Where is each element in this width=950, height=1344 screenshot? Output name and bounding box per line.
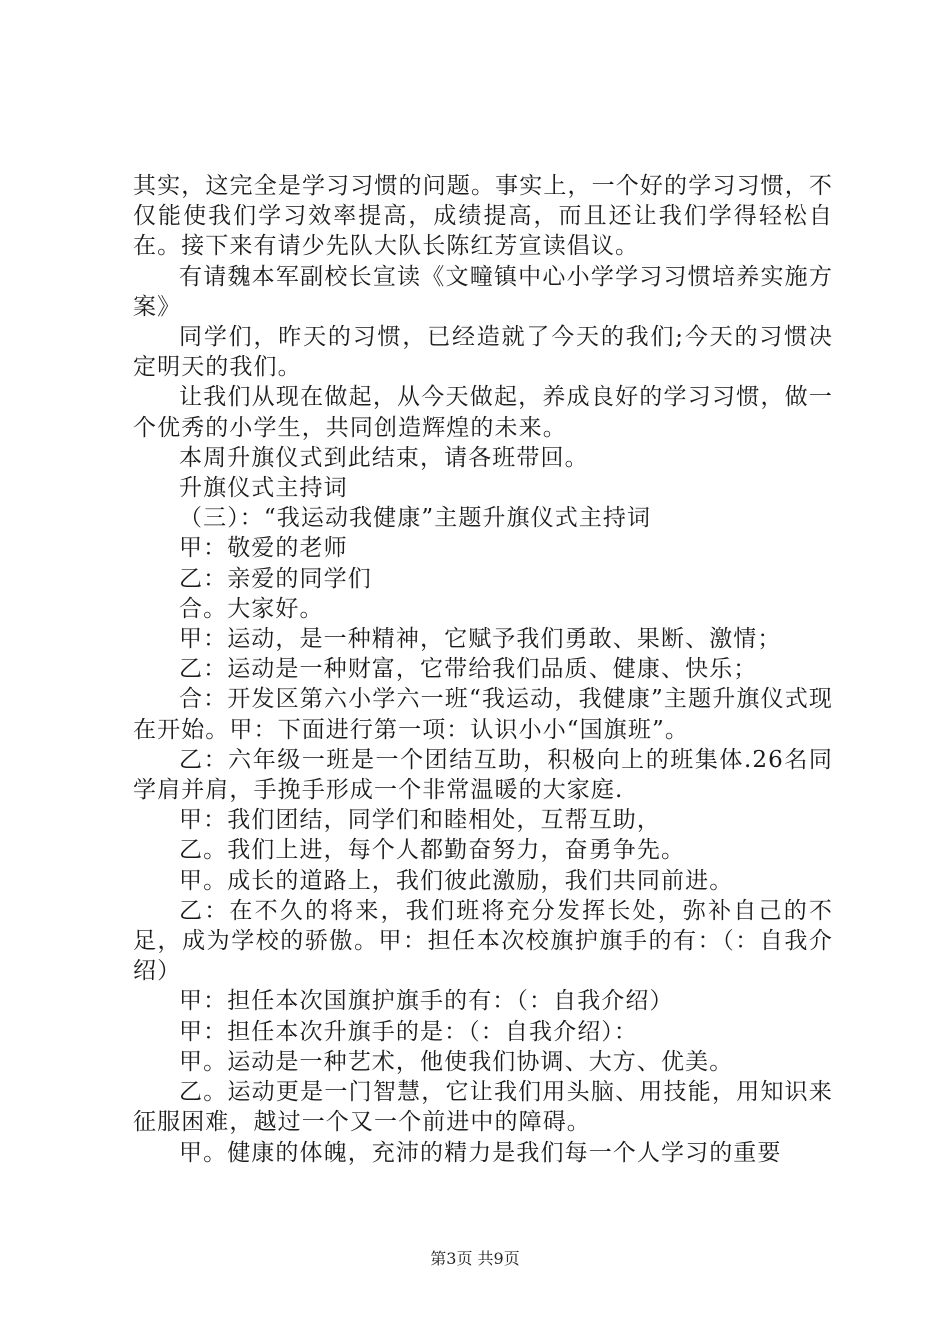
paragraph: 乙。我们上进，每个人都勤奋努力，奋勇争先。	[179, 837, 686, 864]
paragraph: 其实，这完全是学习习惯的问题。事实上，一个好的学习习惯，不仅能使我们学习效率提高，成绩提高，而且还让我们学得轻松自在。接下来有请少先队大队长陈红芳宣读倡议。	[133, 173, 833, 260]
paragraph: 甲。成长的道路上，我们彼此激励，我们共同前进。	[179, 867, 734, 894]
paragraph: 合：开发区第六小学六一班“我运动，我健康”主题升旗仪式现在开始。甲：下面进行第一项：认识小小“国旗班”。	[133, 686, 833, 743]
paragraph: 本周升旗仪式到此结束，请各班带回。	[179, 444, 589, 471]
paragraph: 甲：敬爱的老师	[179, 535, 348, 562]
paragraph: 升旗仪式主持词	[179, 475, 348, 502]
paragraph: （三）：“我运动我健康”主题升旗仪式主持词	[179, 505, 652, 532]
paragraph: 乙：亲爱的同学们	[179, 565, 372, 592]
document-body	[133, 171, 833, 1168]
paragraph: 有请魏本军副校长宣读《文疃镇中心小学学习习惯培养实施方案》	[133, 263, 833, 320]
paragraph: 同学们，昨天的习惯，已经造就了今天的我们;今天的习惯决定明天的我们。	[133, 324, 833, 381]
paragraph: 乙。运动更是一门智慧，它让我们用头脑、用技能，用知识来征服困难，越过一个又一个前进中的障碍。	[133, 1079, 833, 1136]
paragraph: 甲。健康的体魄，充沛的精力是我们每一个人学习的重要	[179, 1139, 782, 1166]
paragraph: 乙：运动是一种财富，它带给我们品质、健康、快乐；	[179, 656, 758, 683]
paragraph: 甲：担任本次国旗护旗手的有：（：自我介绍）	[179, 988, 674, 1015]
paragraph: 乙：六年级一班是一个团结互助，积极向上的班集体.26名同学肩并肩，手挽手形成一个非常温暖的大家庭.	[133, 746, 833, 804]
page-footer: 第3页 共9页	[430, 1249, 520, 1268]
paragraph: 甲：运动，是一种精神，它赋予我们勇敢、果断、激情；	[179, 626, 782, 653]
paragraph: 甲。运动是一种艺术，他使我们协调、大方、优美。	[179, 1048, 734, 1075]
paragraph: 合。大家好。	[179, 595, 324, 622]
paragraph: 甲：我们团结，同学们和睦相处，互帮互助，	[179, 807, 661, 834]
paragraph: 让我们从现在做起，从今天做起，养成良好的学习习惯，做一个优秀的小学生，共同创造辉煌的未来。	[133, 384, 833, 441]
paragraph: 甲：担任本次升旗手的是：（：自我介绍）：	[179, 1018, 638, 1045]
paragraph: 乙：在不久的将来，我们班将充分发挥长处，弥补自己的不足，成为学校的骄傲。甲：担任本次校旗护旗手的有：（：自我介绍）	[133, 897, 833, 985]
